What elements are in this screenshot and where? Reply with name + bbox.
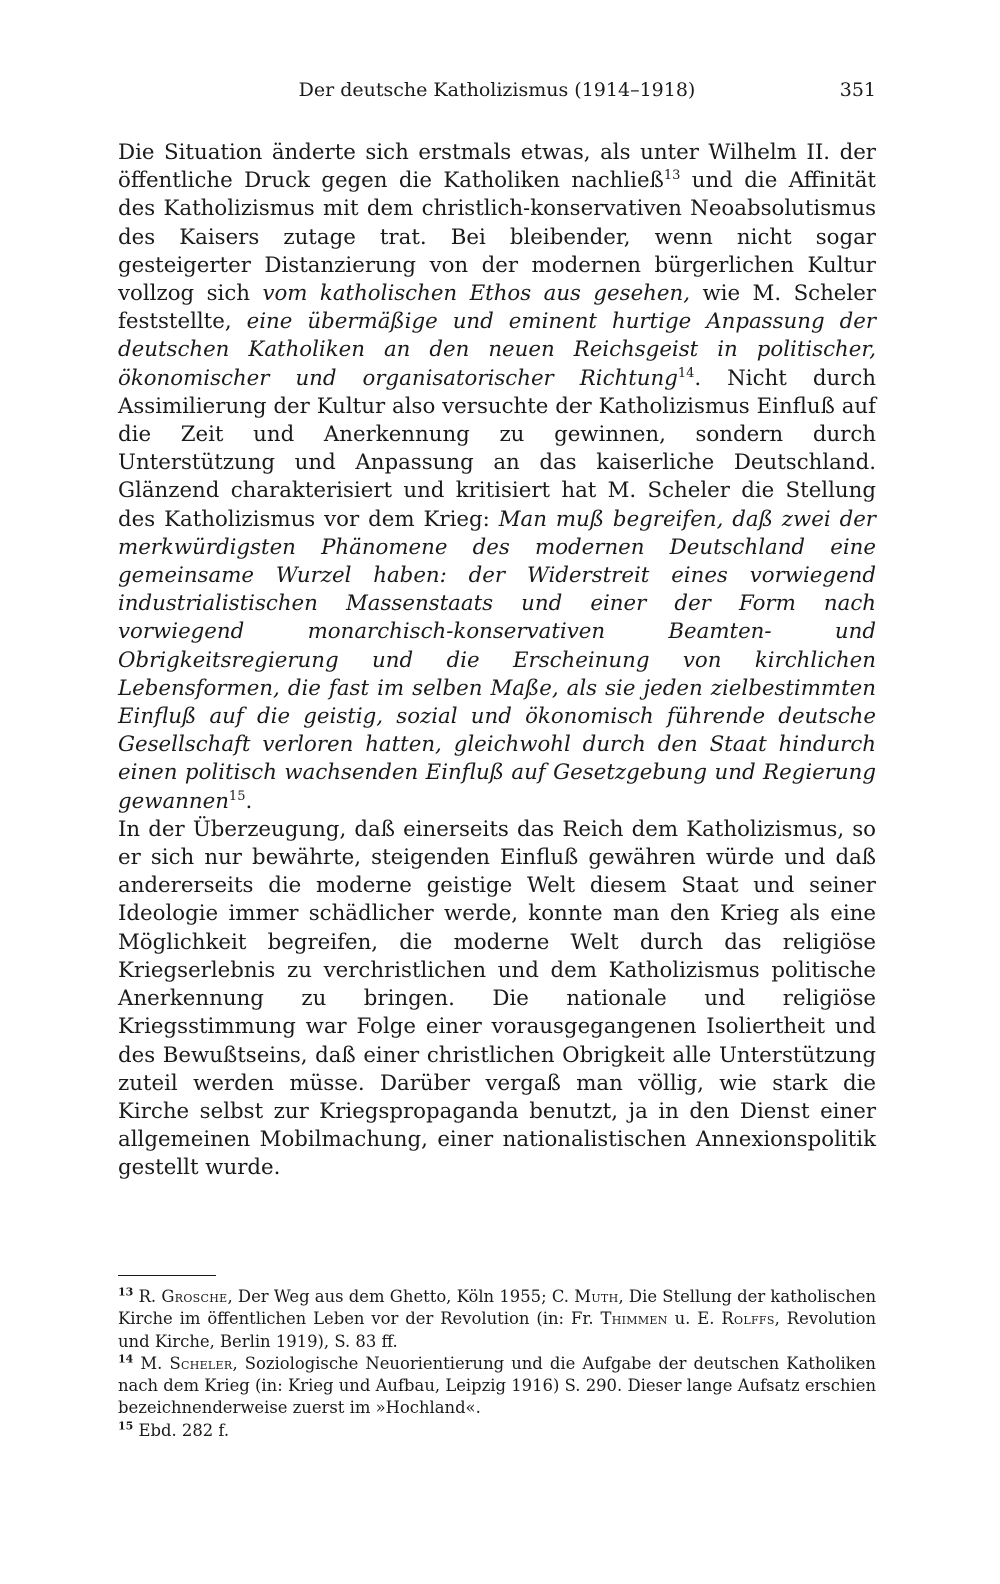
author-name: Muth	[574, 1287, 619, 1306]
footnote-number: 14	[118, 1352, 134, 1366]
author-name: Rolffs	[721, 1309, 775, 1329]
footnote-number: 13	[118, 1285, 134, 1299]
quote-italic: Man muß begreifen, daß zwei der merkwürdigsten Phänomene des modernen Deutschland eine gemeinsame Wurzel haben: der Widerstreit eines vorwiegend industrialistischen Massenstaats und einer der Form nach vorwiegend monarchisch-konservativen Beamten- und Obrigkeitsregierung und die Erscheinung von kirchlichen Lebensformen, die fast im selben Maße, als sie jeden zielbestimmten Einfluß auf die geistig, sozial und ökonomisch führende deutsche Gesellschaft verloren hatten, gleichwohl durch den Staat hindurch einen politisch wachsenden Einfluß auf Gesetzgebung und Regierung gewannen	[118, 506, 876, 814]
footnote-ref-13: 13	[663, 168, 681, 184]
paragraph-1: Die Situation änderte sich erstmals etwas, als unter Wilhelm II. der öffentliche Druck gegen die Katholiken nachließ$^{13}$ und die Affinität des Katholizismus mit dem christlich-konservativen Neoabsolutismus des Kaisers zutage trat. Bei bleibender, wenn nicht sogar gesteigerter Distanzierung von der modernen bürgerlichen Kultur vollzog sich vom katholischen Ethos aus gesehen, wie M. Scheler feststellte, eine übermäßige und eminent hurtige Anpassung der deutschen Katholiken an den neuen Reichsgeist in politischer, ökonomischer und organisatorischer Richtung$^{14}$. Nicht durch Assimilierung der Kultur also versuchte der Katholizismus Einfluß auf die Zeit und Anerkennung zu gewinnen, sondern durch Unterstützung und Anpassung an das kaiserliche Deutschland. Glänzend charakterisiert und kritisiert hat M. Scheler die Stellung des Katholizismus vor dem Krieg: Man muß begreifen, daß zwei der merkwürdigsten Phänomene des modernen Deutschland eine gemeinsame Wurzel haben: der Widerstreit eines vorwiegend industrialistischen Massenstaats und einer der Form nach vorwiegend monarchisch-konservativen Beamten- und Obrigkeitsregierung und die Erscheinung von kirchlichen Lebensformen, die fast im selben Maße, als sie jeden zielbestimmten Einfluß auf die geistig, sozial und ökonomisch führende deutsche Gesellschaft verloren hatten, gleichwohl durch den Staat hindurch einen politisch wachsenden Einfluß auf Gesetzgebung und Regierung gewannen$^{15}$.	[118, 140, 877, 814]
running-title: Der deutsche Katholizismus (1914–1918)	[298, 79, 696, 101]
footnote-14: $^{14}$ M. Scheler, Soziologische Neuorientierung und die Aufgabe der deutschen Katholiken nach dem Krieg (in: Krieg und Aufbau, Leipzig 1916) S. 290. Dieser lange Aufsatz erschien bezeichnenderweise zuerst im »Hochland«.	[118, 1352, 876, 1418]
page-number: 351	[839, 79, 876, 101]
footnote-divider	[118, 1275, 216, 1276]
footnote-15: $^{15}$ Ebd. 282 f.	[118, 1419, 230, 1440]
footnote-number: 15	[118, 1419, 134, 1433]
main-text	[118, 139, 876, 1183]
footnotes	[118, 1286, 876, 1442]
author-name: Thimmen	[600, 1309, 668, 1329]
quote-italic: vom katholischen Ethos aus gesehen,	[262, 281, 690, 307]
quote-italic: eine übermäßige und eminent hurtige Anpassung der deutschen Katholiken an den neuen Reichsgeist in politischer, ökonomischer und organisatorischer Richtung	[118, 309, 877, 391]
author-name: Grosche	[161, 1287, 228, 1306]
author-name: Scheler	[169, 1353, 233, 1373]
footnote-ref-15: 15	[228, 788, 246, 804]
footnote-13: $^{13}$ R. Grosche, Der Weg aus dem Ghetto, Köln 1955; C. Muth, Die Stellung der katholischen Kirche im öffentlichen Leben vor der Revolution (in: Fr. Thimmen u. E. Rolffs, Revolution und Kirche, Berlin 1919), S. 83 ff.	[118, 1285, 877, 1351]
footnote-ref-14: 14	[677, 365, 695, 381]
paragraph-2: In der Überzeugung, daß einerseits das Reich dem Katholizismus, so er sich nur bewährte, steigenden Einfluß gewähren würde und daß andererseits die moderne geistige Welt diesem Staat und seiner Ideologie immer schädlicher werde, konnte man den Krieg als eine Möglichkeit begreifen, die moderne Welt durch das religiöse Kriegserlebnis zu verchristlichen und dem Katholizismus politische Anerkennung zu bringen. Die nationale und religiöse Kriegsstimmung war Folge einer vorausgegangenen Isoliertheit und des Bewußtseins, daß einer christlichen Obrigkeit alle Unterstützung zuteil werden müsse. Darüber vergaß man völlig, wie stark die Kirche selbst zur Kriegspropaganda benutzt, ja in den Dienst einer allgemeinen Mobilmachung, einer nationalistischen Annexionspolitik gestellt wurde.	[118, 816, 876, 1181]
